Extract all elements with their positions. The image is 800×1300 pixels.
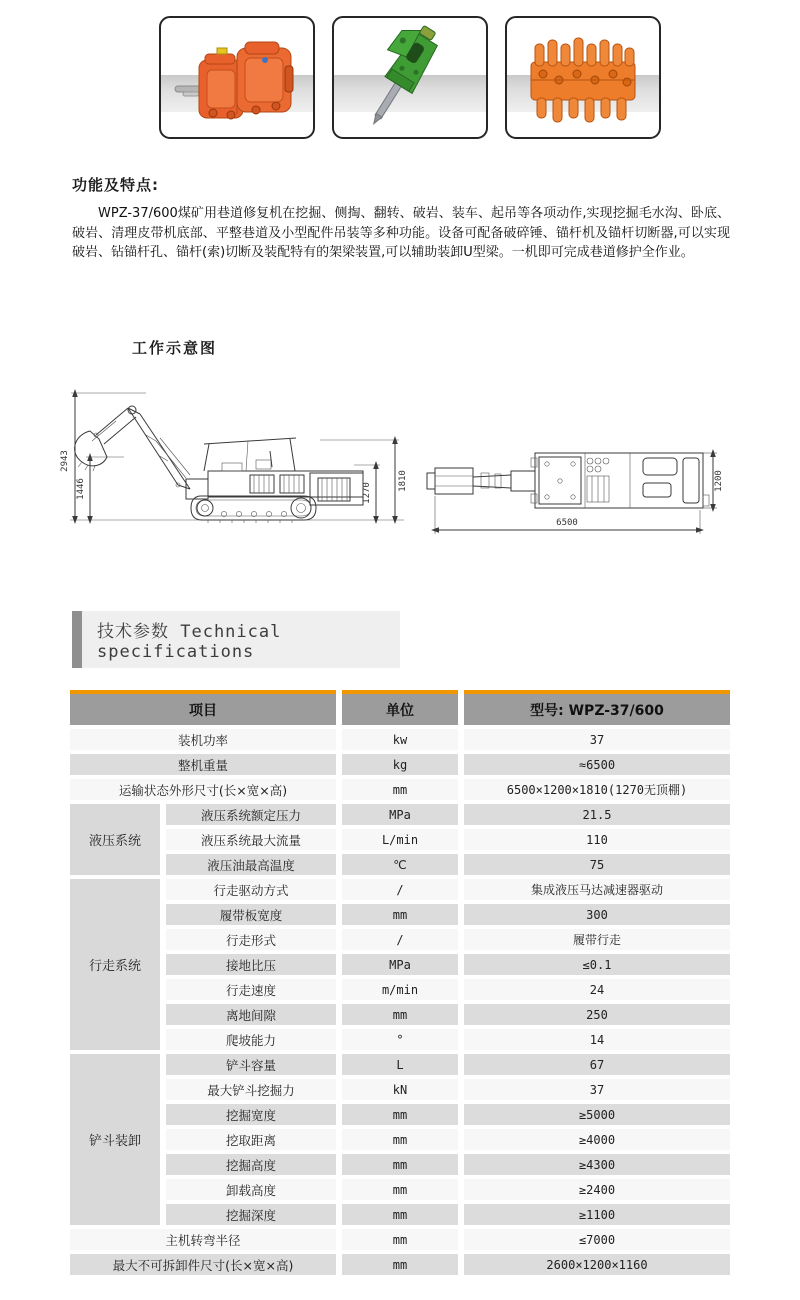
product-image-pump: [159, 16, 315, 139]
spec-value-cell: 14: [464, 1029, 730, 1050]
spec-unit-cell: mm: [342, 904, 458, 925]
spec-item-cell: 最大铲斗挖掘力: [166, 1079, 336, 1100]
spec-value-cell: 履带行走: [464, 929, 730, 950]
machine-side-view-drawing: [58, 383, 413, 538]
dim-label-1200: 1200: [714, 470, 724, 492]
dim-label-1810: 1810: [398, 470, 408, 492]
spec-unit-cell: kg: [342, 754, 458, 775]
spec-value-cell: 300: [464, 904, 730, 925]
header-cell-item: 项目: [70, 690, 336, 725]
spec-item-cell: 接地比压: [166, 954, 336, 975]
spec-unit-cell: mm: [342, 1204, 458, 1225]
spec-unit-cell: MPa: [342, 804, 458, 825]
spec-unit-cell: mm: [342, 1154, 458, 1175]
spec-unit-cell: /: [342, 879, 458, 900]
spec-value-cell: ≈6500: [464, 754, 730, 775]
product-image-breaker: [332, 16, 488, 139]
spec-unit-cell: kw: [342, 729, 458, 750]
spec-item-cell: 爬坡能力: [166, 1029, 336, 1050]
spec-value-cell: ≤7000: [464, 1229, 730, 1250]
spec-value-cell: ≥5000: [464, 1104, 730, 1125]
dim-label-1270: 1270: [362, 482, 372, 504]
spec-unit-cell: m/min: [342, 979, 458, 1000]
spec-group-cell: 行走系统: [70, 879, 160, 1050]
section-title-text: 技术参数 Technical specifications: [97, 622, 282, 662]
dim-label-6500: 6500: [556, 518, 578, 528]
dim-label-1446: 1446: [76, 478, 86, 500]
tech-specs-section-title: [72, 611, 400, 668]
hydraulic-breaker-hammer-image: [334, 18, 486, 137]
spec-group-cell: 铲斗装卸: [70, 1054, 160, 1225]
spec-item-cell: 挖掘高度: [166, 1154, 336, 1175]
spec-value-cell: ≥2400: [464, 1179, 730, 1200]
spec-item-cell: 行走速度: [166, 979, 336, 1000]
spec-unit-cell: mm: [342, 779, 458, 800]
dim-label-2943: 2943: [60, 450, 70, 472]
spec-unit-cell: kN: [342, 1079, 458, 1100]
hydraulic-piston-pump-image: [161, 18, 313, 137]
spec-value-cell: ≥4000: [464, 1129, 730, 1150]
spec-value-cell: 250: [464, 1004, 730, 1025]
spec-group-cell: 液压系统: [70, 804, 160, 875]
spec-value-cell: ≥1100: [464, 1204, 730, 1225]
features-paragraph: WPZ-37/600煤矿用巷道修复机在挖掘、侧掏、翻转、破岩、装车、起吊等各项动作,实现挖掘毛水沟、卧底、破岩、清理皮带机底部、平整巷道及小型配件吊装等多种功能。设备可配备破碎锤、锚杆机及锚杆切断器,可以实现破岩、钻锚杆孔、锚杆(索)切断及装配特有的架梁装置,可以辅助装卸U型梁。一机即可完成巷道修护全作业。: [72, 206, 730, 260]
spec-unit-cell: ℃: [342, 854, 458, 875]
spec-item-cell: 挖取距离: [166, 1129, 336, 1150]
spec-value-cell: 24: [464, 979, 730, 1000]
spec-item-cell: 装机功率: [70, 729, 336, 750]
spec-unit-cell: L: [342, 1054, 458, 1075]
product-image-valve: [505, 16, 661, 139]
spec-item-cell: 液压系统最大流量: [166, 829, 336, 850]
spec-unit-cell: mm: [342, 1229, 458, 1250]
spec-item-cell: 主机转弯半径: [70, 1229, 336, 1250]
spec-item-cell: 液压油最高温度: [166, 854, 336, 875]
header-cell-model: 型号: WPZ-37/600: [464, 690, 730, 725]
spec-unit-cell: mm: [342, 1004, 458, 1025]
features-heading: 功能及特点:: [72, 176, 159, 194]
spec-item-cell: 整机重量: [70, 754, 336, 775]
spec-item-cell: 挖掘宽度: [166, 1104, 336, 1125]
spec-item-cell: 最大不可拆卸件尺寸(长×宽×高): [70, 1254, 336, 1275]
spec-unit-cell: L/min: [342, 829, 458, 850]
spec-item-cell: 卸载高度: [166, 1179, 336, 1200]
spec-value-cell: 集成液压马达减速器驱动: [464, 879, 730, 900]
spec-item-cell: 挖掘深度: [166, 1204, 336, 1225]
spec-item-cell: 行走形式: [166, 929, 336, 950]
spec-item-cell: 液压系统额定压力: [166, 804, 336, 825]
spec-unit-cell: mm: [342, 1179, 458, 1200]
spec-unit-cell: mm: [342, 1254, 458, 1275]
section-title-box: [82, 611, 400, 668]
spec-unit-cell: °: [342, 1029, 458, 1050]
spec-item-cell: 行走驱动方式: [166, 879, 336, 900]
spec-value-cell: 37: [464, 729, 730, 750]
spec-value-cell: 37: [464, 1079, 730, 1100]
machine-top-view-drawing: [415, 398, 725, 548]
spec-value-cell: ≥4300: [464, 1154, 730, 1175]
section-title-bar: [72, 611, 82, 668]
spec-table-header: [70, 690, 730, 725]
spec-value-cell: 2600×1200×1160: [464, 1254, 730, 1275]
spec-value-cell: 75: [464, 854, 730, 875]
multiway-valve-block-image: [507, 18, 659, 137]
spec-value-cell: 110: [464, 829, 730, 850]
spec-unit-cell: mm: [342, 1104, 458, 1125]
spec-unit-cell: /: [342, 929, 458, 950]
spec-table: [70, 690, 730, 1275]
product-images-row: [159, 16, 661, 139]
spec-value-cell: 6500×1200×1810(1270无顶棚): [464, 779, 730, 800]
spec-value-cell: ≤0.1: [464, 954, 730, 975]
spec-value-cell: 21.5: [464, 804, 730, 825]
header-cell-unit: 单位: [342, 690, 458, 725]
spec-unit-cell: MPa: [342, 954, 458, 975]
spec-table-body: [70, 729, 730, 1275]
spec-unit-cell: mm: [342, 1129, 458, 1150]
diagram-heading: 工作示意图: [132, 339, 218, 357]
spec-item-cell: 离地间隙: [166, 1004, 336, 1025]
spec-value-cell: 67: [464, 1054, 730, 1075]
spec-item-cell: 运输状态外形尺寸(长×宽×高): [70, 779, 336, 800]
spec-item-cell: 铲斗容量: [166, 1054, 336, 1075]
spec-item-cell: 履带板宽度: [166, 904, 336, 925]
